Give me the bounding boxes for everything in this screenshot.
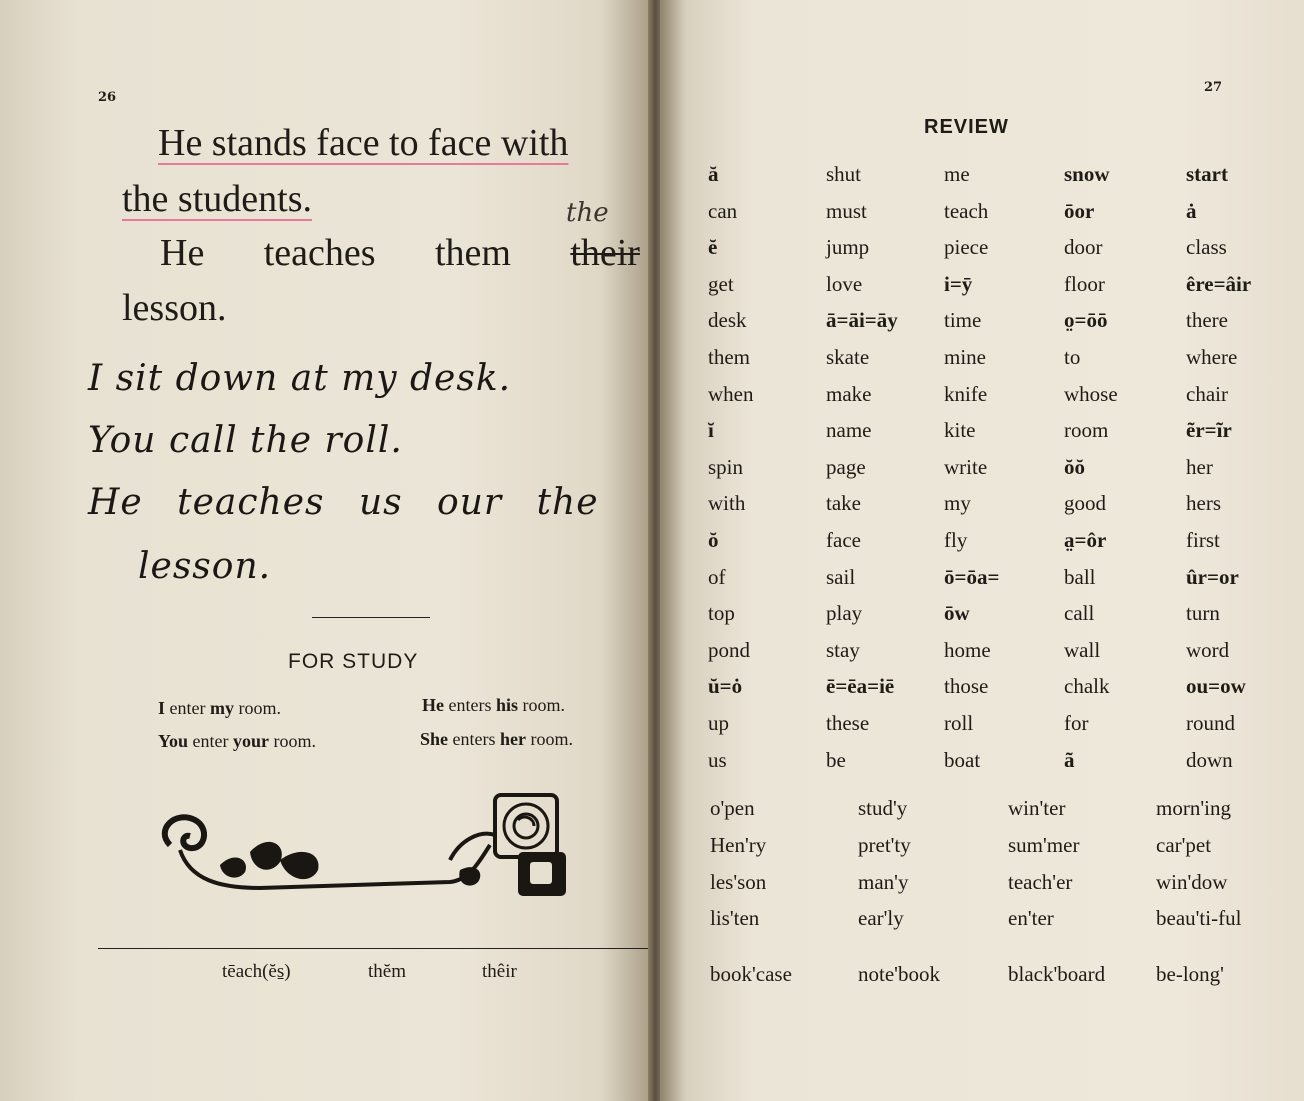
review-word: ŏ [708, 528, 719, 552]
review-word: shut [826, 162, 862, 186]
syllable-word: win'ter [1008, 796, 1066, 820]
study-possessive: his [495, 695, 519, 715]
review-word: those [944, 674, 989, 698]
script-line-3: He teaches us our the [88, 482, 599, 523]
review-word: them [708, 345, 750, 369]
review-word: ẽr=ĩr [1186, 418, 1232, 442]
study-noun: room. [530, 729, 573, 749]
review-word: name [826, 418, 872, 442]
review-word: pond [708, 638, 750, 662]
word-lesson: lesson. [122, 287, 227, 329]
right-page [660, 0, 1304, 1101]
review-word: hers [1186, 491, 1221, 515]
review-word: teach [944, 199, 989, 223]
review-word: make [826, 382, 872, 406]
review-word: up [708, 711, 729, 735]
word-their-struck: their [570, 232, 640, 274]
sentence-line-3 [122, 225, 640, 281]
study-noun: room. [238, 698, 281, 718]
page-number-right: 27 [1204, 80, 1223, 95]
review-word: top [708, 601, 735, 625]
review-word: ŏŏ [1064, 455, 1085, 479]
syllable-word: man'y [858, 870, 909, 894]
review-word: roll [944, 711, 974, 735]
syllable-word: teach'er [1008, 870, 1073, 894]
study-verb: enter [169, 698, 206, 718]
review-word: be [826, 748, 846, 772]
review-word: of [708, 565, 726, 589]
review-word: ball [1064, 565, 1096, 589]
syllable-word: car'pet [1156, 833, 1212, 857]
review-word: ou=ow [1186, 674, 1246, 698]
review-word: can [708, 199, 738, 223]
review-word: home [944, 638, 991, 662]
review-word: piece [944, 235, 989, 259]
syllable-word: black'board [1008, 962, 1106, 986]
script-line-1: I sit down at my desk. [88, 358, 512, 399]
syllable-word: note'book [858, 962, 940, 986]
script-line-4: lesson. [138, 546, 272, 587]
syllable-word: lis'ten [710, 906, 760, 930]
review-word: boat [944, 748, 981, 772]
footer-rule [98, 948, 650, 949]
study-pronoun: I [158, 698, 166, 718]
review-word: chair [1186, 382, 1228, 406]
footer-word-2: thĕm [368, 961, 406, 982]
syllable-word: win'dow [1156, 870, 1228, 894]
review-word: these [826, 711, 870, 735]
study-line-4 [420, 729, 573, 750]
review-word: ōw [944, 601, 970, 625]
review-word: get [708, 272, 734, 296]
word-teaches: teaches [263, 232, 376, 274]
review-word: ã [1064, 748, 1075, 772]
review-word: page [826, 455, 866, 479]
review-word: êre=âir [1186, 272, 1252, 296]
review-word: ă [708, 162, 719, 186]
review-word: ĕ [708, 235, 718, 259]
review-word: when [708, 382, 754, 406]
review-word: o̤=ōō [1064, 308, 1108, 332]
review-word: ȧ [1186, 199, 1197, 223]
study-line-2 [158, 731, 316, 752]
study-pronoun: He [422, 695, 444, 715]
review-word: knife [944, 382, 988, 406]
syllable-word: ear'ly [858, 906, 904, 930]
review-word: play [826, 601, 863, 625]
word-he: He [160, 232, 205, 274]
review-word: mine [944, 345, 986, 369]
sentence-1: He stands face to face with [158, 122, 569, 164]
review-word: a̤=ôr [1064, 528, 1107, 552]
syllable-word: be-long' [1156, 962, 1224, 986]
study-possessive: your [233, 731, 269, 751]
review-word: start [1186, 162, 1228, 186]
review-word: whose [1064, 382, 1118, 406]
review-word: spin [708, 455, 744, 479]
sentence-2: the students. [122, 178, 312, 220]
sentence-line-4 [122, 280, 227, 336]
study-possessive: her [500, 729, 526, 749]
review-word: good [1064, 491, 1106, 515]
review-word: first [1186, 528, 1220, 552]
review-word: her [1186, 455, 1213, 479]
review-word: i=ȳ [944, 272, 973, 296]
syllable-word: en'ter [1008, 906, 1054, 930]
syllable-word: les'son [710, 870, 767, 894]
review-word: ē=ēa=iē [826, 674, 895, 698]
study-possessive: my [210, 698, 234, 718]
review-word: where [1186, 345, 1238, 369]
study-pronoun: You [158, 731, 189, 751]
review-word: desk [708, 308, 747, 332]
divider-short [312, 617, 430, 618]
study-line-3 [422, 695, 565, 716]
review-word: turn [1186, 601, 1220, 625]
study-verb: enter [192, 731, 229, 751]
syllable-word: stud'y [858, 796, 908, 820]
review-word: jump [826, 235, 870, 259]
study-verb: enters [448, 695, 492, 715]
review-word: ō=ōa= [944, 565, 1000, 589]
review-word: time [944, 308, 982, 332]
page-number-left: 26 [98, 90, 117, 105]
review-word: face [826, 528, 861, 552]
syllable-word: Hen'ry [710, 833, 767, 857]
rose-ornament-icon [150, 790, 570, 910]
script-line-2: You call the roll. [88, 420, 403, 461]
syllable-word: book'case [710, 962, 792, 986]
review-word: ā=āi=āy [826, 308, 898, 332]
review-word: kite [944, 418, 976, 442]
review-word: for [1064, 711, 1089, 735]
study-line-1 [158, 698, 281, 719]
review-word: down [1186, 748, 1233, 772]
review-word: floor [1064, 272, 1105, 296]
review-word: snow [1064, 162, 1110, 186]
review-word: class [1186, 235, 1227, 259]
review-word: fly [944, 528, 968, 552]
handwritten-correction: the [566, 198, 609, 228]
syllable-word: beau'ti-ful [1156, 906, 1242, 930]
footer-word-1: tēach(ĕs̱) [222, 961, 291, 982]
review-word: us [708, 748, 727, 772]
review-word: ŭ=ȯ [708, 674, 743, 698]
syllable-word: sum'mer [1008, 833, 1080, 857]
review-word: my [944, 491, 971, 515]
review-word: sail [826, 565, 856, 589]
review-word: chalk [1064, 674, 1110, 698]
word-them: them [434, 232, 511, 274]
review-word: ōor [1064, 199, 1095, 223]
review-word: take [826, 491, 861, 515]
review-word: ûr=or [1186, 565, 1239, 589]
review-word: love [826, 272, 863, 296]
review-word: to [1064, 345, 1081, 369]
study-title: FOR STUDY [288, 650, 419, 673]
review-word: room [1064, 418, 1109, 442]
review-word: skate [826, 345, 870, 369]
review-word: call [1064, 601, 1095, 625]
syllable-word: pret'ty [858, 833, 911, 857]
review-word: word [1186, 638, 1230, 662]
review-word: with [708, 491, 746, 515]
review-word: wall [1064, 638, 1101, 662]
review-word: stay [826, 638, 860, 662]
review-word: ĭ [708, 418, 714, 442]
study-verb: enters [452, 729, 496, 749]
sentence-line-2 [122, 171, 312, 227]
review-word: me [944, 162, 970, 186]
footer-word-3: thêir [482, 961, 517, 982]
study-noun: room. [522, 695, 566, 715]
syllable-word: o'pen [710, 796, 755, 820]
review-word: must [826, 199, 867, 223]
review-word: write [944, 455, 988, 479]
review-title: REVIEW [924, 116, 1009, 138]
study-noun: room. [273, 731, 316, 751]
sentence-line-1 [122, 115, 568, 171]
study-pronoun: She [420, 729, 449, 749]
review-word: round [1186, 711, 1235, 735]
review-word: there [1186, 308, 1228, 332]
review-word: door [1064, 235, 1103, 259]
syllable-word: morn'ing [1156, 796, 1231, 820]
